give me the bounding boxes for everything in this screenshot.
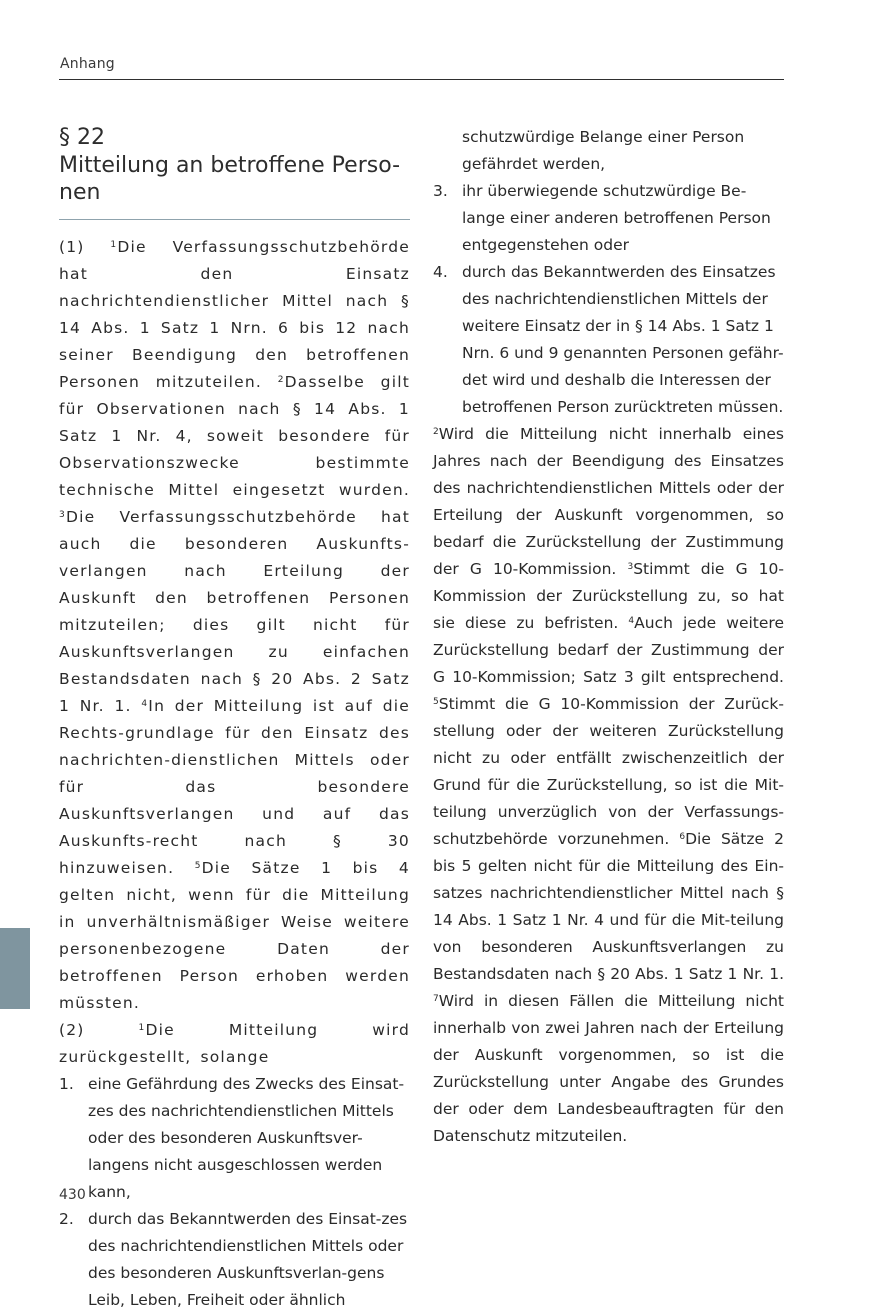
paragraph-2-continued bbox=[433, 421, 784, 1150]
list-item bbox=[59, 1206, 410, 1314]
sentence: Die Sätze 1 bis 4 gelten nicht, wenn für die Mitteilung in unverhältnismäßiger Weise weitere personenbezogene Daten der betroffenen Person erhoben werden müssten. bbox=[59, 859, 410, 1012]
sentence-number: 1 bbox=[110, 240, 118, 250]
sentence: Auch jede weitere Zurückstellung bedarf der Zustimmung der G 10-Kommission; Satz 3 gilt entsprechend. bbox=[433, 614, 784, 686]
paragraph-1 bbox=[59, 234, 410, 1017]
section-number: § 22 bbox=[59, 125, 105, 150]
sentence: Wird die Mitteilung nicht innerhalb eines Jahres nach der Beendigung des Einsatzes des nachrichtendienstlichen Mittels oder der Erteilung der Auskunft vorgenommen, so bedarf die Zurückstellung der Zustimmung der G 10-Kommission. bbox=[433, 425, 784, 578]
header-divider bbox=[59, 79, 784, 80]
sentence-number: 2 bbox=[277, 375, 285, 385]
sentence: Dasselbe gilt für Observationen nach § 14 Abs. 1 Satz 1 Nr. 4, soweit besondere für Observationszwecke bestimmte technische Mittel eingesetzt wurden. bbox=[59, 373, 410, 499]
right-column bbox=[433, 124, 784, 1150]
chapter-tab bbox=[0, 928, 30, 1009]
paragraph-label: (1) bbox=[59, 238, 111, 256]
list-text: ihr überwiegende schutzwürdige Be-lange einer anderen betroffenen Person entgegenstehen oder bbox=[462, 182, 771, 254]
sentence: Die Verfassungsschutzbehörde hat auch die besonderen Auskunfts-verlangen nach Erteilung der Auskunft den betroffenen Personen mitzuteilen; dies gilt nicht für Auskunftsverlangen zu einfachen Bestandsdaten nach § 20 Abs. 2 Satz 1 Nr. 1. bbox=[59, 508, 410, 715]
list-item bbox=[59, 1071, 410, 1206]
sentence-number: 4 bbox=[628, 616, 635, 626]
sentence-number: 5 bbox=[433, 697, 439, 707]
page-number: 430 bbox=[59, 1187, 86, 1203]
running-head: Anhang bbox=[60, 56, 115, 72]
list-item bbox=[433, 178, 784, 259]
sentence-number: 1 bbox=[138, 1023, 146, 1033]
list-text: durch das Bekanntwerden des Einsat-zes des nachrichtendienstlichen Mittels oder des besonderen Auskunftsverlan-gens Leib, Leben, Freiheit oder ähnlich bbox=[88, 1210, 408, 1309]
list-number: 2. bbox=[59, 1210, 74, 1228]
list-number: 1. bbox=[59, 1075, 74, 1093]
list-text: eine Gefährdung des Zwecks des Einsat-zes des nachrichtendienstlichen Mittels oder des besonderen Auskunftsver-langens nicht ausgeschlossen werden kann, bbox=[88, 1075, 405, 1201]
list-number: 4. bbox=[433, 263, 448, 281]
title-divider bbox=[59, 219, 410, 220]
sentence-number: 4 bbox=[141, 699, 149, 709]
sentence-number: 5 bbox=[194, 861, 202, 871]
left-column bbox=[59, 124, 410, 1314]
sentence-number: 3 bbox=[627, 562, 634, 572]
sentence: Stimmt die G 10-Kommission der Zurück-stellung oder der weiteren Zurückstellung nicht zu oder entfällt zwischenzeitlich der Grund für die Zurückstellung, so ist die Mit-teilung unverzüglich von der Verfassungs-schutzbehörde vorzunehmen. bbox=[433, 695, 784, 848]
sentence: Wird in diesen Fällen die Mitteilung nicht innerhalb von zwei Jahren nach der Erteilung der Auskunft vorgenommen, so ist die Zurückstellung unter Angabe des Grundes der oder dem Landesbeauftragten für den Datenschutz mitzuteilen. bbox=[433, 992, 784, 1145]
paragraph-label: (2) bbox=[59, 1021, 139, 1039]
sentence: Die Sätze 2 bis 5 gelten nicht für die Mitteilung des Ein-satzes nachrichtendienstlicher Mittel nach § 14 Abs. 1 Satz 1 Nr. 4 und für die Mit-teilung von besonderen Auskunftsverlangen zu Bestandsdaten nach § 20 Abs. 1 Satz 1 Nr. 1. bbox=[433, 830, 784, 983]
sentence-number: 7 bbox=[433, 994, 439, 1004]
sentence: Die Verfassungsschutzbehörde hat den Einsatz nachrichtendienstlicher Mittel nach § 14 Abs. 1 Satz 1 Nrn. 6 bis 12 nach seiner Beendigung den betroffenen Personen mitzuteilen. bbox=[59, 238, 410, 391]
sentence-number: 3 bbox=[59, 510, 66, 520]
sentence: Stimmt die G 10-Kommission der Zurückstellung zu, so hat sie diese zu befristen. bbox=[433, 560, 784, 632]
sentence: In der Mitteilung ist auf die Rechts-grundlage für den Einsatz des nachrichten-dienstlichen Mittels oder für das besondere Auskunftsverlangen und auf das Auskunfts-recht nach § 30 hinzuweisen. bbox=[59, 697, 411, 877]
sentence-number: 2 bbox=[433, 427, 439, 437]
list-item bbox=[433, 259, 784, 421]
sentence: Die Mitteilung wird zurückgestellt, solange bbox=[59, 1021, 411, 1066]
section-title: Mitteilung an betroffene Perso-nen bbox=[59, 153, 401, 205]
list-item-continuation bbox=[433, 124, 784, 178]
list-text: durch das Bekanntwerden des Einsatzes des nachrichtendienstlichen Mittels der weitere Einsatz der in § 14 Abs. 1 Satz 1 Nrn. 6 und 9 genannten Personen gefähr-det wird und deshalb die Interessen der betroffenen Person zurücktreten müssen. bbox=[462, 263, 784, 416]
list-number: 3. bbox=[433, 182, 448, 200]
sentence-number: 6 bbox=[679, 832, 686, 842]
list-text: schutzwürdige Belange einer Person gefährdet werden, bbox=[462, 128, 745, 173]
paragraph-2 bbox=[59, 1017, 410, 1071]
